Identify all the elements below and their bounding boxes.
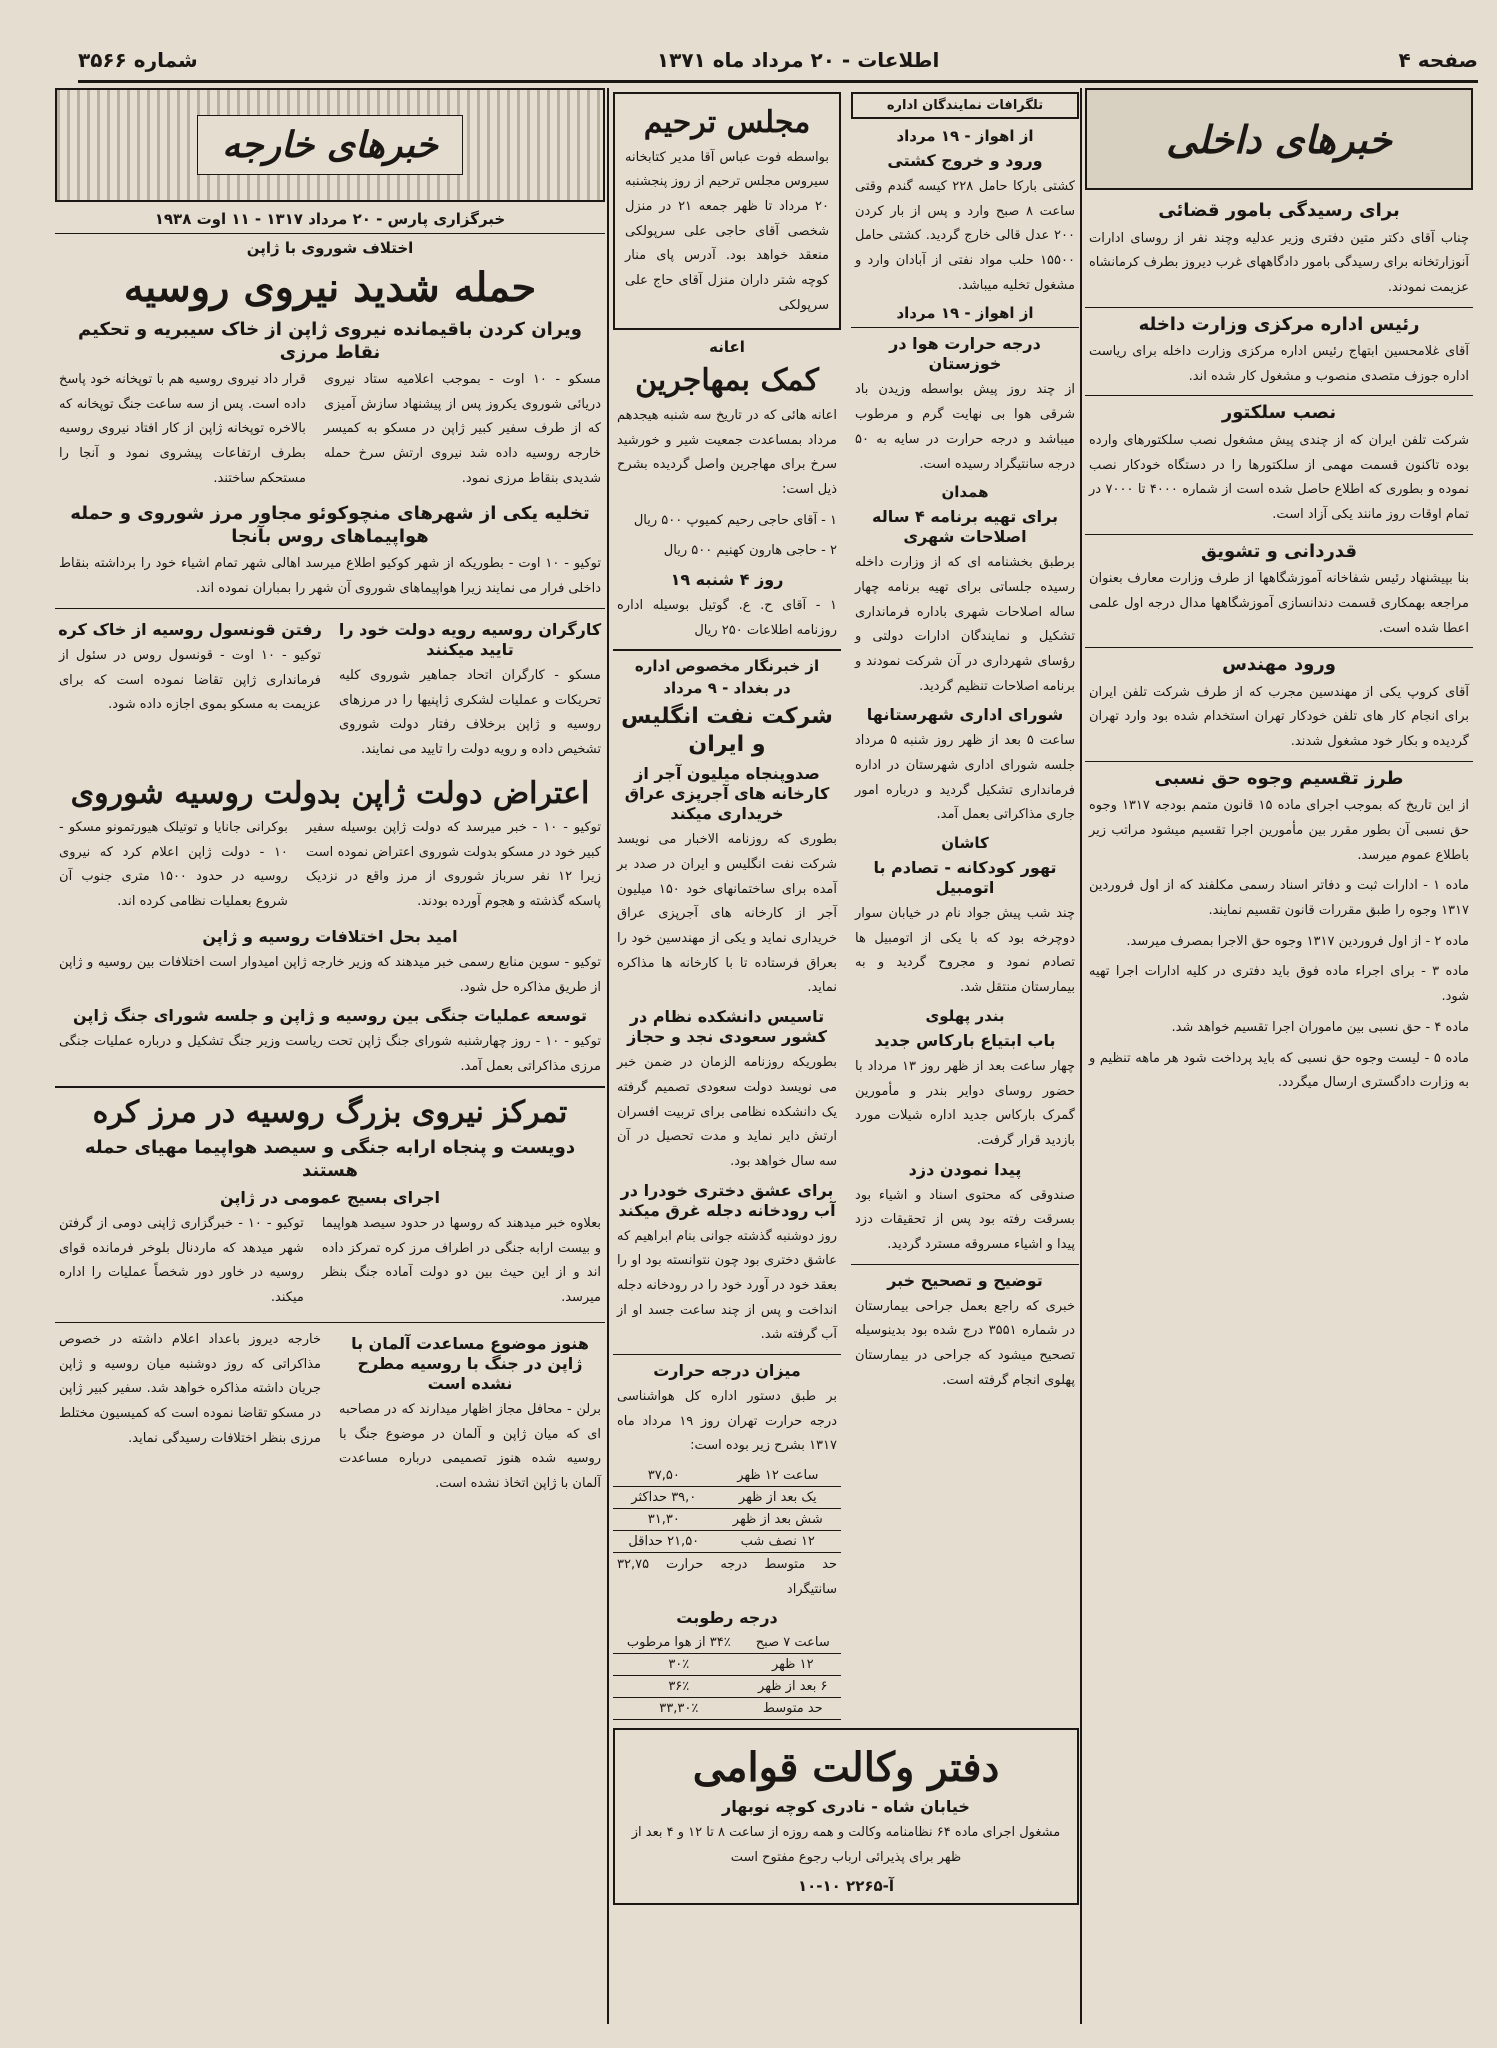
article-item: ماده ۳ - برای اجراء ماده فوق باید دفتری در کلیه ادارات اجرا تهیه شود.: [1089, 964, 1469, 1005]
article-item: ماده ۵ - لیست وجوه حق نسبی که باید پرداخت شود هر ماهه تنظیم و به وزارت دادگستری ارسال میگردد.: [1089, 1050, 1469, 1091]
donation-item: ۲ - حاجی هارون کهنیم ۵۰۰ ریال: [663, 543, 837, 559]
article-body: برلن - محافل مجاز اظهار میدارند که در مصاحبه ای که میان ژاپن و آلمان در موضوع جنگ با روسیه شده هنوز تصمیمی درباره مساعدت آلمان با ژاپن اتخاذ نشده است.: [339, 1401, 601, 1491]
left-bottom-right: [335, 1328, 605, 1503]
article-headline: پیدا نمودن دزد: [908, 1159, 1022, 1179]
middle-column: [613, 88, 1079, 2024]
article-headline: ورود و خروج کشتی: [887, 151, 1043, 170]
table-cell: ۳۶٪: [613, 1676, 745, 1698]
article-headline: هنوز موضوع مساعدت آلمان با ژاپن در جنگ با روسیه مطرح نشده است: [351, 1333, 589, 1393]
dateline: کاشان: [941, 834, 989, 853]
divider: [1085, 761, 1473, 762]
kicker: اختلاف شوروی با ژاپن: [246, 239, 414, 257]
dateline: همدان: [941, 483, 989, 502]
article-headline: تاسیس دانشکده نظام در کشور سعودی نجد و حجاز: [627, 1007, 827, 1047]
humidity-headline: درجه رطوبت: [676, 1608, 778, 1628]
article-headline: برای عشق دختری خودرا در آب رودخانه دجله غرق میکند: [618, 1180, 836, 1220]
article-body: توکیو - سوین منابع رسمی خبر میدهند که وزیر خارجه ژاپن امیدوار است اختلافات بین روسیه و ژاپن از طریق مذاکره حل شود.: [59, 954, 601, 995]
table-cell: ۳۳,۳۰٪: [613, 1698, 745, 1720]
divider: [1085, 534, 1473, 535]
divider: [1085, 395, 1473, 396]
temperature-table: [613, 1465, 841, 1553]
temperature-average: حد متوسط درجه حرارت ۳۲,۷۵ سانتیگراد: [617, 1557, 837, 1597]
article-body: روز دوشنبه گذشته جوانی بنام ابراهیم که عاشق دختری بود چون نتوانسته بود او را بعقد خود در آورد خود را در رودخانه دجله انداخت و پس از چند ساعت جسد او از آب گرفته شد.: [617, 1228, 837, 1343]
article-headline: برای تهیه برنامه ۴ ساله اصلاحات شهری: [871, 507, 1058, 547]
table-row: [613, 1465, 841, 1487]
article-body: آقای کروپ یکی از مهندسین مجرب که از طرف شرکت تلفن ایران برای انجام کار های تلفن خودکار تهران استخدام شده بود وارد تهران گردیده و بکار خود مشغول شدند.: [1089, 684, 1469, 750]
masthead: [78, 40, 1478, 83]
article-body: چند شب پیش جواد نام در خیابان سوار دوچرخه بود که با یکی از اتومبیل ها تصادم نمود و مجروح گردید و به بیمارستان منتقل شد.: [855, 906, 1075, 996]
domestic-news-banner: خبرهای داخلی: [1085, 88, 1473, 190]
article-headline: تمرکز نیروی بزرگ روسیه در مرز کره: [92, 1094, 568, 1130]
ad-code: آ-۲۲۶۵ ۱۰-۱۰: [797, 1876, 895, 1895]
divider: [613, 1354, 841, 1355]
article-body: بعلاوه خبر میدهند که روسها در حدود سیصد هواپیما و بیست ارابه جنگی در اطراف مرز کره تمرکز داده اند و از این حیث بین دو دولت آماده جنگ بنظر میرسد.: [321, 1216, 601, 1306]
left-subcolumn-right: [335, 614, 605, 769]
table-cell: ۳۴٪ از هوا مرطوب: [613, 1632, 745, 1654]
table-row: [613, 1676, 841, 1698]
memorial-title: مجلس ترحیم: [643, 105, 811, 140]
article-body: خارجه دیروز باعداد اعلام داشته در خصوص مذاکراتی که روز دوشنبه میان روسیه و ژاپن جریان داشته مذاکره خواهد شد. سفیر کبیر ژاپن در مسکو تقاضا نموده است که کمیسیون مختلط مرزی بنظر اختلافات رسیدگی نماید.: [59, 1331, 321, 1446]
table-row: [613, 1509, 841, 1531]
article-body: مسکو - ۱۰ اوت - بموجب اعلامیه ستاد نیروی دریائی شوروی یکروز پس از پیشنهاد سازش آمیزی که از طرف سفیر کبیر ژاپن در مسکو به کمیسر خارجه روسیه داده شد نیروی ارتش سرخ حمله شدیدی بنقاط مرزی نمود.: [323, 372, 601, 486]
article-headline: باب ابتیاع بارکاس جدید: [874, 1030, 1056, 1050]
article-headline: رئیس اداره مرکزی وزارت داخله: [1138, 313, 1420, 335]
domestic-news-column: [1085, 88, 1473, 2024]
article-headline: توضیح و تصحیح خبر: [887, 1270, 1043, 1290]
table-cell: ۱۲ نصف شب: [715, 1531, 841, 1553]
column-divider-right: [1080, 88, 1082, 2024]
article-subheadline: صدوپنجاه میلیون آجر از کارخانه های آجرپزی عراق خریداری میکند: [624, 764, 830, 824]
section-label: از خبرنگار مخصوص اداره: [634, 657, 820, 676]
middle-left-subcolumn: [613, 88, 841, 1720]
dateline: از اهواز - ۱۹ مرداد: [896, 127, 1034, 145]
table-row: [613, 1487, 841, 1509]
article-headline: امید بحل اختلافات روسیه و ژاپن: [202, 926, 458, 946]
article-headline: کارگران روسیه رویه دولت خود را تایید میکنند: [338, 619, 602, 659]
divider: [1085, 647, 1473, 648]
divider: [851, 327, 1079, 328]
table-cell: ۲۱,۵۰ حداقل: [613, 1531, 715, 1553]
middle-right-subcolumn: [851, 88, 1079, 1720]
memorial-body: بواسطه فوت عباس آقا مدیر کتابخانه سیروس مجلس ترحیم از روز پنجشنبه ۲۰ مرداد تا ظهر جمعه ۲۱ در منزل شخصی آقای حاجی علی سرپولکی منعقد خواهد بود. آدرس پای منار کوچه شتر داران منزل آقای حاج علی سرپولکی: [625, 149, 829, 313]
article-subheadline: اجرای بسیج عمومی در ژاپن: [219, 1188, 441, 1208]
article-body: مسکو - کارگران اتحاد جماهیر شوروی کلیه تحریکات و عملیات لشکری ژاپنیها را در مرزهای روسیه و ژاپن برخلاف رفتار دولت شوروی تشخیص داده و رویه دولت را تایید می نمایند.: [339, 667, 601, 757]
donation-item: ۱ - آقای حاجی رحیم کمیوپ ۵۰۰ ریال: [633, 512, 837, 528]
weather-headline: میزان درجه حرارت: [653, 1361, 801, 1380]
article-headline: توسعه عملیات جنگی بین روسیه و ژاپن و جلسه شورای جنگ ژاپن: [73, 1006, 587, 1026]
article-body: کشتی بارکا حامل ۲۲۸ کیسه گندم وقتی ساعت ۸ صبح وارد و پس از بار کردن ۲۰۰ عدل قالی خارج گردید. کشتی حامل ۱۵۵۰۰ حلب مواد نفتی از آبادان وارد و مشغول تخلیه میباشد.: [855, 179, 1075, 293]
article-body: برطبق بخشنامه ای که از وزارت داخله رسیده جلساتی برای تهیه برنامه چهار ساله اصلاحات شهری باداره فرمانداری تشکیل و نمایندگان ادارات دولتی و رؤسای شهرداری در آن شرکت نمودند و برنامه اصلاحات تنظیم گردید.: [855, 555, 1075, 694]
table-row: [613, 1698, 841, 1720]
section-label: اعانه: [709, 338, 745, 357]
table-cell: ساعت ۷ صبح: [745, 1632, 841, 1654]
article-item: ماده ۲ - از اول فروردین ۱۳۱۷ وجوه حق الاجرا بمصرف میرسد.: [1126, 933, 1469, 949]
divider: [851, 1264, 1079, 1265]
article-headline: شورای اداری شهرستانها: [866, 705, 1064, 725]
telegrams-box: تلگرافات نمایندگان اداره: [851, 92, 1079, 119]
article-body: بنا بپیشنهاد رئیس شفاخانه آموزشگاهها از طرف وزارت معارف بعنوان مراجعه بهمکاری قسمت دندانسازی آموزشگاهها مدال درجه اول علمی اعطا شده است.: [1089, 571, 1469, 636]
article-body: توکیو - ۱۰ - خبر میرسد که دولت ژاپن بوسیله سفیر کبیر خود در مسکو بدولت شوروی اعتراض نموده است زیرا ۱۲ نفر سرباز شوروی از مرز واقع در نزدیک پاسکه گذشته و هجوم آورده بودند.: [305, 820, 601, 910]
divider: [55, 233, 605, 234]
dateline: بندر پهلوی: [925, 1006, 1005, 1025]
memorial-notice: [613, 92, 841, 330]
foreign-news-title: خبرهای خارجه: [197, 115, 463, 175]
table-cell: ساعت ۱۲ ظهر: [715, 1465, 841, 1487]
article-body: خبری که راجع بعمل جراحی بیمارستان در شماره ۳۵۵۱ درج شده بود بدینوسیله تصحیح میشود که جراحی در بیمارستان پهلوی انجام گرفته است.: [855, 1298, 1075, 1388]
article-body: بطوریکه روزنامه الزمان در ضمن خبر می نویسد دولت سعودی تصمیم گرفته یک دانشکده نظامی برای تربیت افسران ارتش دایر نماید و مدت تحصیل در آن سه سال خواهد بود.: [617, 1055, 837, 1169]
article-body: بوکرانی جانایا و توتیلک هیورتمونو مسکو - ۱۰ - دولت ژاپن اعلام کرد که نیروی روسیه در حدود ۱۵۰۰ متری جنوب آن شروع بعملیات نظامی کرده اند.: [59, 820, 288, 910]
article-body: بطوری که روزنامه الاخبار می نویسد شرکت نفت انگلیس و ایران در صدد بر آمده برای ساختمانهای خود ۱۵۰ میلیون آجر از کارخانه های آجرپزی عراق خریداری نماید و یکی از مهندسین خود را بعراق فرستاده تا با کارخانه ها مذاکره نماید.: [617, 832, 837, 996]
foreign-news-column: [55, 88, 605, 2024]
article-body: آقای غلامحسین ابتهاج رئیس اداره مرکزی وزارت داخله برای ریاست اداره جوزف متصدی منصوب و مشغول کار شده اند.: [1089, 344, 1469, 384]
table-row: [613, 1654, 841, 1676]
table-cell: شش بعد از ظهر: [715, 1509, 841, 1531]
masthead-date: اطلاعات - ۲۰ مرداد ماه ۱۳۷۱: [656, 48, 940, 72]
article-body: از چند روز پیش بواسطه وزیدن باد شرقی هوا بی نهایت گرم و مرطوب میباشد و درجه حرارت در سایه به ۵۰ درجه سانتیگراد رسیده است.: [855, 382, 1075, 472]
divider: [55, 1322, 605, 1323]
dateline: در بغداد - ۹ مرداد: [663, 679, 791, 698]
ad-title: دفتر وکالت قوامی: [692, 1744, 1000, 1792]
dateline: خبرگزاری پارس - ۲۰ مرداد ۱۳۱۷ - ۱۱ اوت ۱۹۳۸: [154, 210, 506, 228]
article-body: شرکت تلفن ایران که از چندی پیش مشغول نصب سلکتورهای وارده بوده تاکنون قسمت مهمی از سلکتورها را در دستگاه خودکار نصب نموده و بطوری که اطلاع حاصل شده است از شماره ۴۰۰۰ تا ۷۰۰۰ در تمام اوقات روز مانند یکی آزاد است.: [1089, 432, 1469, 522]
table-row: [613, 1632, 841, 1654]
article-body: صندوقی که محتوی اسناد و اشیاء بود بسرقت رفته بود پس از تحقیقات دزد پیدا و اشیاء مسروقه مسترد گردید.: [855, 1187, 1075, 1252]
article-headline: برای رسیدگی بامور قضائی: [1158, 200, 1400, 221]
table-row: [613, 1531, 841, 1553]
article-body: ساعت ۵ بعد از ظهر روز شنبه ۵ مرداد جلسه شورای اداری شهرستان در اداره فرمانداری تشکیل گردید و درباره امور جاری مذاکراتی بعمل آمد.: [855, 733, 1076, 823]
article-headline: تهور کودکانه - تصادم با اتومبیل: [873, 858, 1057, 898]
table-cell: ۳۹,۰ حداکثر: [613, 1487, 715, 1509]
table-cell: ۳۱,۳۰: [613, 1509, 715, 1531]
table-cell: ۳۰٪: [613, 1654, 745, 1676]
article-headline: نصب سلکتور: [1221, 402, 1337, 424]
left-subcolumn-left: [55, 614, 325, 769]
divider: [55, 1086, 605, 1088]
table-cell: ۳۷,۵۰: [613, 1465, 715, 1487]
article-headline: طرز تقسیم وجوه حق نسبی: [1154, 767, 1404, 789]
table-cell: ۶ بعد از ظهر: [745, 1676, 841, 1698]
article-headline: قدردانی و تشویق: [1201, 540, 1357, 562]
column-divider-left: [607, 88, 609, 2024]
article-body: توکیو - ۱۰ - خبرگزاری ژاپنی دومی از گرفتن شهر میدهد که ماردنال بلوخر فرمانده قوای روسیه در خاور دور شخصاً عملیات را اداره میکند.: [59, 1216, 304, 1306]
article-body: چهار ساعت بعد از ظهر روز ۱۳ مرداد با حضور روسای دوایر بندر و مأمورین گمرک بارکاس جدید اداره شیلات مورد بازدید قرار گرفت.: [855, 1058, 1076, 1148]
article-headline: اعتراض دولت ژاپن بدولت روسیه شوروی: [70, 775, 590, 811]
left-bottom-left: [55, 1328, 325, 1503]
divider: [1085, 307, 1473, 308]
issue-number: شماره ۳۵۶۶: [78, 48, 198, 72]
article-body: اعانه هائی که در تاریخ سه شنبه هیجدهم مرداد بمساعدت جمعیت شیر و خورشید سرخ برای مهاجرین واصل گردیده بشرح ذیل است:: [617, 407, 837, 497]
article-body: توکیو - ۱۰ اوت - بطوریکه از شهر کوکیو اطلاع میرسد اهالی شهر تمام اشیاء خود را برداشته بنقاط داخلی فرار می نمایند زیرا هواپیماهای شوروی آن شهر را بمباران نموده اند.: [59, 556, 601, 597]
article-item: ماده ۱ - ادارات ثبت و دفاتر اسناد رسمی مکلفند که از اول فروردین ۱۳۱۷ وجوه را طبق مقررات قانون تقسیم نمایند.: [1089, 878, 1469, 919]
article-body: قرار داد نیروی روسیه هم با توپخانه خود پاسخ داده است. پس از سه ساعت جنگ توپخانه که بالاخره توپخانه ژاپن از کار افتاد نیروی روسیه بطرف ارتفاعات پیشروی نمود و آنجا را مستحکم ساختند.: [59, 372, 306, 486]
humidity-table: [613, 1632, 841, 1720]
table-cell: حد متوسط: [745, 1698, 841, 1720]
weather-body: بر طبق دستور اداره کل هواشناسی درجه حرارت تهران روز ۱۹ مرداد ماه ۱۳۱۷ بشرح زیر بوده است:: [617, 1389, 838, 1454]
article-headline: ورود مهندس: [1222, 654, 1336, 676]
article-headline: شرکت نفت انگلیس و ایران: [621, 704, 833, 757]
article-body: توکیو - ۱۰ - روز چهارشنبه شورای جنگ ژاپن تحت ریاست وزیر جنگ تشکیل و درباره عملیات جنگی مرزی مذاکراتی بعمل آمد.: [59, 1034, 601, 1074]
table-cell: ۱۲ ظهر: [745, 1654, 841, 1676]
article-headline: رفتن قونسول روسیه از خاک کره: [58, 619, 322, 639]
article-body: از این تاریخ که بموجب اجرای ماده ۱۵ قانون متمم بودجه ۱۳۱۷ وجوه حق نسبی آن بطور مقرر بین مأمورین اجرا تقسیم میشود مراتب زیر باطلاع عموم میرسد.: [1089, 798, 1469, 863]
page-number: صفحه ۴: [1398, 48, 1478, 72]
article-body: چناب آقای دکتر متین دفتری وزیر عدلیه وچند نفر از روسای ادارات آنوزارتخانه برای رسیدگی بامور دادگاههای غرب دیروز بطرف کرمانشاه عزیمت نمودند.: [1089, 230, 1469, 295]
article-body: توکیو - ۱۰ اوت - قونسول روس در سئول از فرمانداری ژاپن تقاضا نموده است که برای عزیمت به مسکو بموی اجازه داده شود.: [59, 647, 321, 713]
dateline: از اهواز - ۱۹ مرداد: [896, 304, 1034, 323]
ad-address: خیابان شاه - نادری کوچه نوبهار: [722, 1797, 970, 1817]
divider: [613, 649, 841, 651]
article-headline: تخلیه یکی از شهرهای منچوکوئو مجاور مرز شوروی و حمله هواپیماهای روس بآنجا: [70, 503, 590, 547]
article-headline: کمک بمهاجرین: [635, 363, 819, 399]
divider: [55, 608, 605, 609]
article-headline: درجه حرارت هوا در خوزستان: [889, 334, 1041, 374]
foreign-news-banner: [55, 88, 605, 202]
donation-subhead: روز ۴ شنبه ۱۹: [670, 569, 784, 589]
law-office-ad: [613, 1728, 1079, 1904]
article-subheadline: دویست و پنجاه ارابه جنگی و سیصد هواپیما مهیای حمله هستند: [84, 1137, 576, 1181]
donation-item: ۱ - آقای ح. ع. گوتیل بوسیله اداره روزنامه اطلاعات ۲۵۰ ریال: [617, 597, 837, 638]
table-cell: یک بعد از ظهر: [715, 1487, 841, 1509]
article-item: ماده ۴ - حق نسبی بین ماموران اجرا تقسیم خواهد شد.: [1171, 1019, 1469, 1035]
main-subheadline: ویران کردن باقیمانده نیروی ژاپن از خاک سیبریه و تحکیم نقاط مرزی: [78, 319, 582, 363]
main-headline: حمله شدید نیروی روسیه: [123, 264, 537, 311]
ad-body: مشغول اجرای ماده ۶۴ نظامنامه وکالت و همه روزه از ساعت ۸ تا ۱۲ و ۴ بعد از ظهر برای پذیرائی ارباب رجوع مفتوح است: [631, 1825, 1061, 1866]
